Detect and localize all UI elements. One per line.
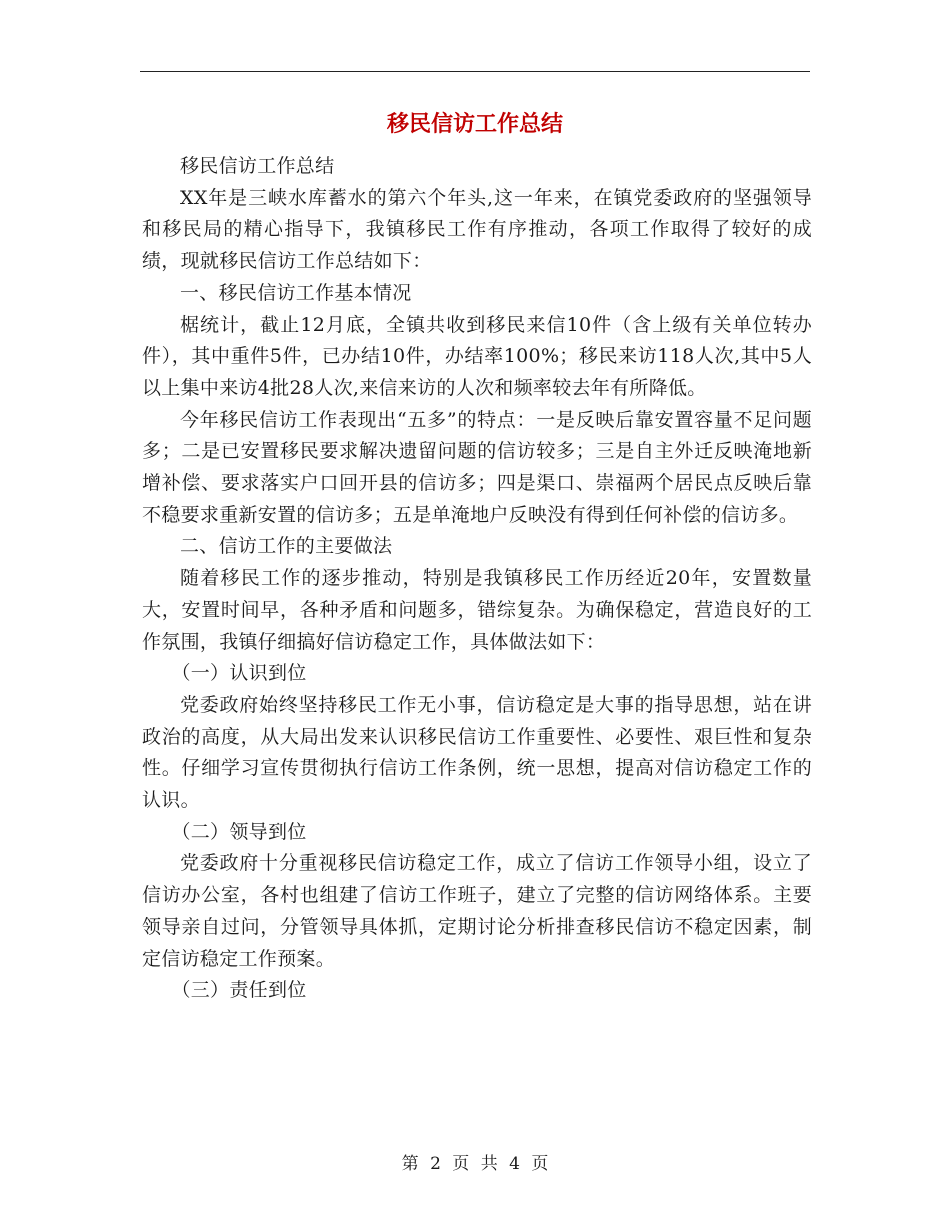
page-number-footer: 第 2 页 共 4 页: [401, 1154, 549, 1174]
paragraph-awareness: 党委政府始终坚持移民工作无小事，信访稳定是大事的指导思想，站在讲政治的高度，从大局出发来认识移民信访工作重要性、必要性、艰巨性和复杂性。仔细学习宣传贯彻执行信访工作条例，统一思想，提高对信访稳定工作的认识。: [142, 693, 812, 812]
document-body: [142, 151, 812, 1007]
paragraph-heading-intro: 移民信访工作总结: [180, 155, 335, 177]
subheading-leadership: （二）领导到位: [171, 820, 307, 843]
subheading-responsibility: （三）责任到位: [171, 979, 307, 1002]
header-rule: [140, 71, 810, 72]
paragraph-five-characteristics: 今年移民信访工作表现出“五多”的特点：一是反映后靠安置容量不足问题多；二是已安置移民要求解决遗留问题的信访较多；三是自主外迁反映淹地新增补偿、要求落实户口回开县的信访多；四是渠口、崇福两个居民点反映后靠不稳要求重新安置的信访多；五是单淹地户反映没有得到任何补偿的信访多。: [142, 408, 812, 526]
paragraph-intro: XX年是三峡水库蓄水的第六个年头,这一年来，在镇党委政府的坚强领导和移民局的精心指导下，我镇移民工作有序推动，各项工作取得了较好的成绩，现就移民信访工作总结如下：: [142, 186, 812, 273]
paragraph-statistics: 椐统计，截止12月底，全镇共收到移民来信10件（含上级有关单位转办件），其中重件5件，已办结10件，办结率100%；移民来访118人次,其中5人以上集中来访4批28人次,来信来访的人次和频率较去年有所降低。: [142, 313, 812, 399]
section-heading-main-practices: 二、信访工作的主要做法: [180, 535, 393, 558]
subheading-awareness: （一）认识到位: [171, 662, 307, 685]
paragraph-leadership: 党委政府十分重视移民信访稳定工作，成立了信访工作领导小组，设立了信访办公室，各村也组建了信访工作班子，建立了完整的信访网络体系。主要领导亲自过问，分管领导具体抓，定期讨论分析排查移民信访不稳定因素，制定信访稳定工作预案。: [142, 852, 812, 970]
document-title: 移民信访工作总结: [386, 112, 563, 137]
paragraph-practices-intro: 随着移民工作的逐步推动，特别是我镇移民工作历经近20年，安置数量大，安置时间早，各种矛盾和问题多，错综复杂。为确保稳定，营造良好的工作氛围，我镇仔细搞好信访稳定工作，具体做法如下：: [142, 567, 812, 653]
section-heading-basic-situation: 一、移民信访工作基本情况: [180, 281, 412, 304]
